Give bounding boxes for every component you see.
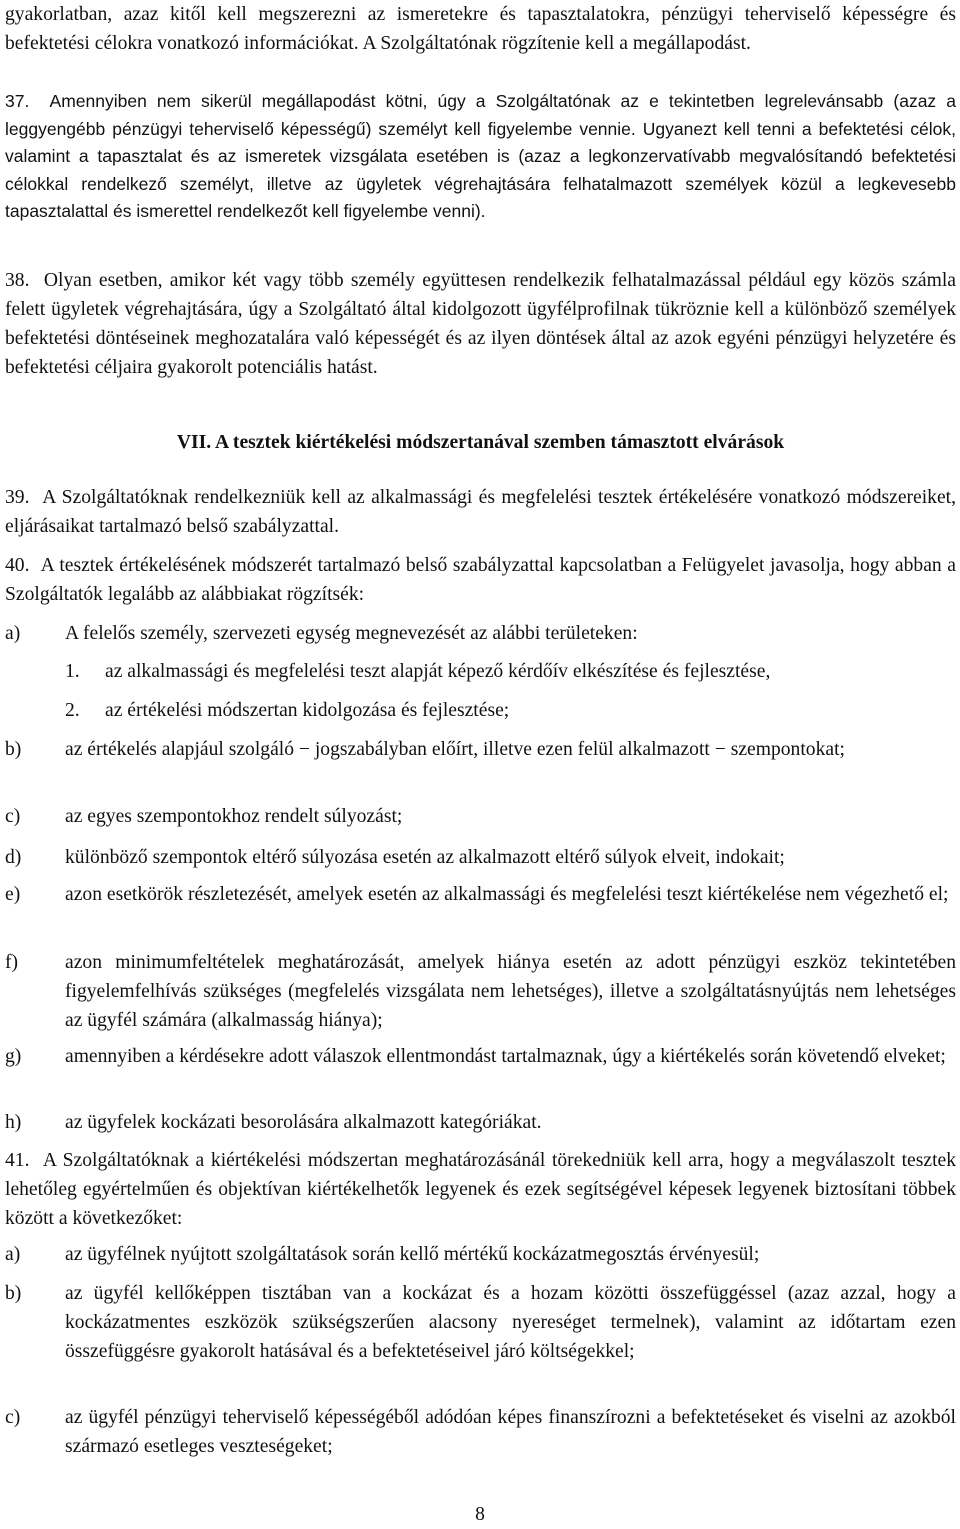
list-item-text: az értékelés alapjául szolgáló − jogszabályban előírt, illetve ezen felül alkalmazott − szempontokat; (65, 739, 845, 760)
list-item-text: azon esetkörök részletezését, amelyek esetén az alkalmassági és megfelelési teszt kiértékelése nem végezhető el; (65, 884, 949, 905)
intro-paragraph: gyakorlatban, azaz kitől kell megszerezni az ismeretekre és tapasztalatokra, pénzügyi teherviselő képességre és befektetési célokra vonatkozó információkat. A Szolgáltatónak rögzítenie kell a megállapodást. (5, 4, 956, 54)
list-item-label: g) (5, 1046, 22, 1067)
paragraph-39 (5, 483, 956, 541)
sub-list-item (65, 657, 956, 686)
list-item-text: az ügyfél pénzügyi teherviselő képességéből adódóan képes finanszírozni a befektetéseket és viselni az azokból származó esetleges veszteségeket; (65, 1407, 956, 1457)
list-item-label: a) (5, 623, 21, 644)
paragraph-number: 41. (5, 1150, 30, 1171)
list-item (5, 1042, 956, 1071)
list-item-text: A felelős személy, szervezeti egység megnevezését az alábbi területeken: (65, 623, 638, 644)
list-item-text: amennyiben a kérdésekre adott válaszok ellentmondást tartalmaznak, úgy a kiértékelés során követendő elveket; (65, 1046, 946, 1067)
list-item-label: h) (5, 1112, 22, 1133)
list-item-label: c) (5, 806, 21, 827)
list-item-label: f) (5, 952, 19, 973)
paragraph-38 (5, 266, 956, 382)
sub-list-item-label: 1. (65, 661, 80, 682)
paragraph-41 (5, 1146, 956, 1233)
list-item (5, 880, 956, 909)
list-item-label: b) (5, 739, 22, 760)
paragraph-text: A Szolgáltatóknak rendelkezniük kell az alkalmassági és megfelelési tesztek értékelésére vonatkozó módszereiket, eljárásaikat tartalmazó belső szabályzattal. (5, 487, 957, 537)
sub-list-item-text: az értékelési módszertan kidolgozása és fejlesztése; (105, 700, 510, 721)
paragraph-text: A tesztek értékelésének módszerét tartalmazó belső szabályzattal kapcsolatban a Felügyelet javasolja, hogy abban a Szolgáltatók legalább az alábbiakat rögzítsék: (5, 555, 956, 605)
list-item-text: az ügyfelek kockázati besorolására alkalmazott kategóriákat. (65, 1112, 542, 1133)
paragraph-number: 37. (5, 91, 30, 111)
list-item-text: különböző szempontok eltérő súlyozása esetén az alkalmazott eltérő súlyok elveit, indokait; (65, 847, 785, 868)
paragraph-number: 38. (5, 270, 30, 291)
list-item-text: az ügyfélnek nyújtott szolgáltatások során kellő mértékű kockázatmegosztás érvényesül; (65, 1244, 760, 1265)
list-item-text: azon minimumfeltételek meghatározását, amelyek hiánya esetén az adott pénzügyi eszköz tekintetében figyelemfelhívás szükséges (megfelelés vizsgálata nem lehetséges), illetve a szolgáltatásnyújtás nem lehetséges az ügyfél számára (alkalmasság hiánya); (65, 952, 956, 1031)
section-heading: VII. A tesztek kiértékelési módszertanával szemben támasztott elvárások (176, 432, 785, 453)
list-item (5, 1403, 956, 1461)
list-item (5, 1279, 956, 1366)
list-item-text: az egyes szempontokhoz rendelt súlyozást; (65, 806, 403, 827)
list-item-label: d) (5, 847, 22, 868)
list-item (5, 619, 956, 648)
list-item-label: b) (5, 1283, 22, 1304)
list-item-text: az ügyfél kellőképpen tisztában van a kockázat és a hozam közötti összefüggéssel (azaz azzal, hogy a kockázatmentes eszközök szükségszerűen alacsony nyereséget termelnek), valamint az időtartam ezen összefüggésre gyakorolt hatásával és a befektetéseivel járó költségekkel; (65, 1283, 956, 1362)
sub-list-item (65, 696, 956, 725)
page-number: 8 (475, 1504, 485, 1525)
list-item (5, 843, 956, 872)
paragraph-40 (5, 551, 956, 609)
paragraph-number: 40. (5, 555, 30, 576)
paragraph-text: A Szolgáltatóknak a kiértékelési módszertan meghatározásánál törekedniük kell arra, hogy a megválaszolt tesztek lehetőleg egyértelműen és objektívan kiértékelhetők legyenek és ezek segítségével képesek legyenek biztosítani többek között a következőket: (5, 1150, 957, 1229)
list-item (5, 948, 956, 1035)
sub-list-item-text: az alkalmassági és megfelelési teszt alapját képező kérdőív elkészítése és fejlesztése, (105, 661, 771, 682)
paragraph-text: Olyan esetben, amikor két vagy több személy együttesen rendelkezik felhatalmazással például egy közös számla felett ügyletek végrehajtására, úgy a Szolgáltató által kidolgozott ügyfélprofilnak tükröznie kell a különböző személyek befektetési döntéseinek meghozatalára való képességét és az ilyen döntések által az azok egyéni pénzügyi helyzetére és befektetési céljaira gyakorolt potenciális hatást. (5, 270, 956, 378)
paragraph-37 (5, 88, 956, 226)
list-item-label: e) (5, 884, 21, 905)
list-item (5, 802, 956, 831)
paragraph-text: Amennyiben nem sikerül megállapodást kötni, úgy a Szolgáltatónak az e tekintetben legrelevánsabb (azaz a leggyengébb pénzügyi teherviselő képességű) személyt kell figyelembe vennie. Ugyanezt kell tenni a befektetési célok, valamint a tapasztalat és az ismeretek vizsgálata esetében is (azaz a legkonzervatívabb megvalósítandó befektetési célokkal rendelkező személyt, illetve az ügyletek végrehajtására felhatalmazott személyek közül a legkevesebb tapasztalattal és ismerettel rendelkezőt kell figyelembe venni). (5, 91, 956, 221)
list-item-label: c) (5, 1407, 21, 1428)
list-item-label: a) (5, 1244, 21, 1265)
sub-list-item-label: 2. (65, 700, 80, 721)
list-item (5, 1240, 956, 1269)
list-item (5, 1108, 956, 1137)
list-item (5, 735, 956, 764)
paragraph-number: 39. (5, 487, 30, 508)
